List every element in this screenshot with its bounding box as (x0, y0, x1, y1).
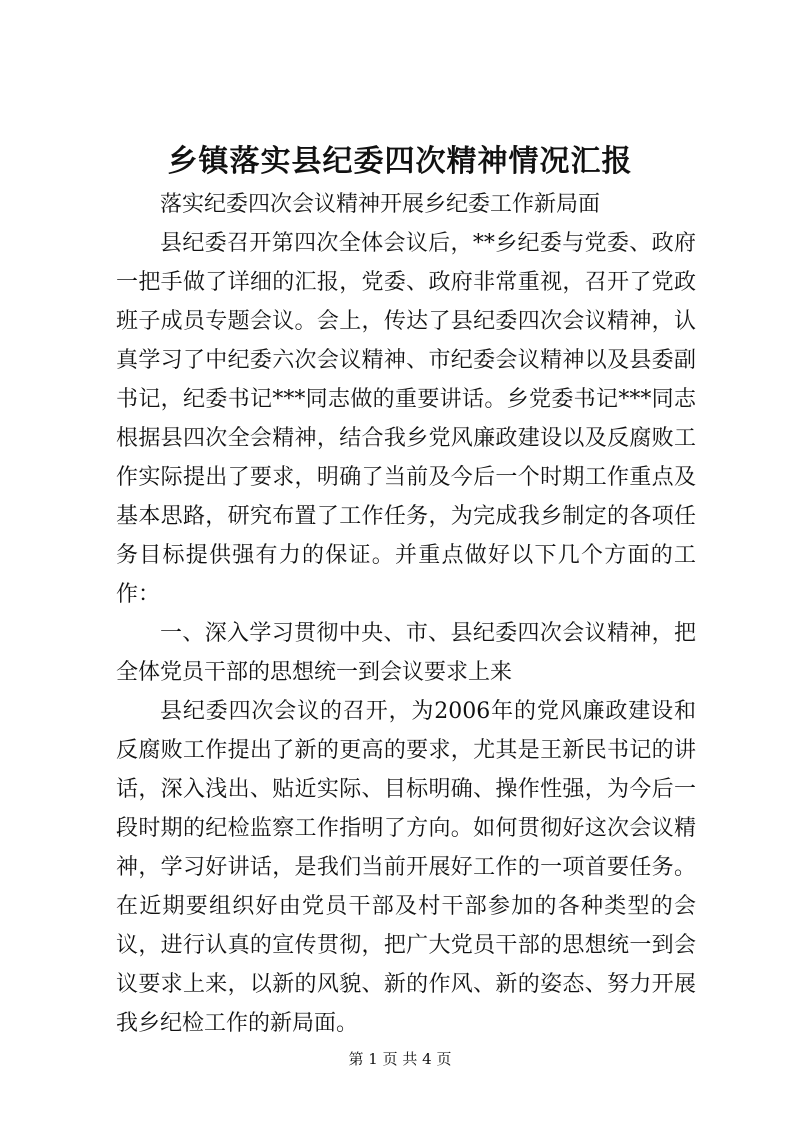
subtitle-paragraph: 落实纪委四次会议精神开展乡纪委工作新局面 (160, 192, 601, 217)
body-paragraph: 县纪委四次会议的召开，为2006年的党风廉政建设和反腐败工作提出了新的更高的要求，尤其是王新民书记的讲话，深入浅出、贴近实际、目标明确、操作性强，为今后一段时期的纪检监察工作指明了方向。如何贯彻好这次会议精神，学习好讲话，是我们当前开展好工作的一项首要任务。在近期要组织好由党员干部及村干部参加的各种类型的会议，进行认真的宣传贯彻，把广大党员干部的思想统一到会议要求上来，以新的风貌、新的作风、新的姿态、努力开展我乡纪检工作的新局面。 (116, 699, 696, 1036)
page-footer: 第 1 页 共 4 页 (348, 1050, 452, 1068)
document-title: 乡镇落实县纪委四次精神情况汇报 (167, 144, 633, 179)
document-body (116, 185, 696, 1043)
section-heading-paragraph: 一、深入学习贯彻中央、市、县纪委四次会议精神，把全体党员干部的思想统一到会议要求上来 (116, 621, 696, 685)
body-paragraph: 县纪委召开第四次全体会议后，**乡纪委与党委、政府一把手做了详细的汇报，党委、政府非常重视，召开了党政班子成员专题会议。会上，传达了县纪委四次会议精神，认真学习了中纪委六次会议精神、市纪委会议精神以及县委副书记，纪委书记***同志做的重要讲话。乡党委书记***同志根据县四次全会精神，结合我乡党风廉政建设以及反腐败工作实际提出了要求，明确了当前及今后一个时期工作重点及基本思路，研究布置了工作任务，为完成我乡制定的各项任务目标提供强有力的保证。并重点做好以下几个方面的工作： (116, 231, 696, 607)
